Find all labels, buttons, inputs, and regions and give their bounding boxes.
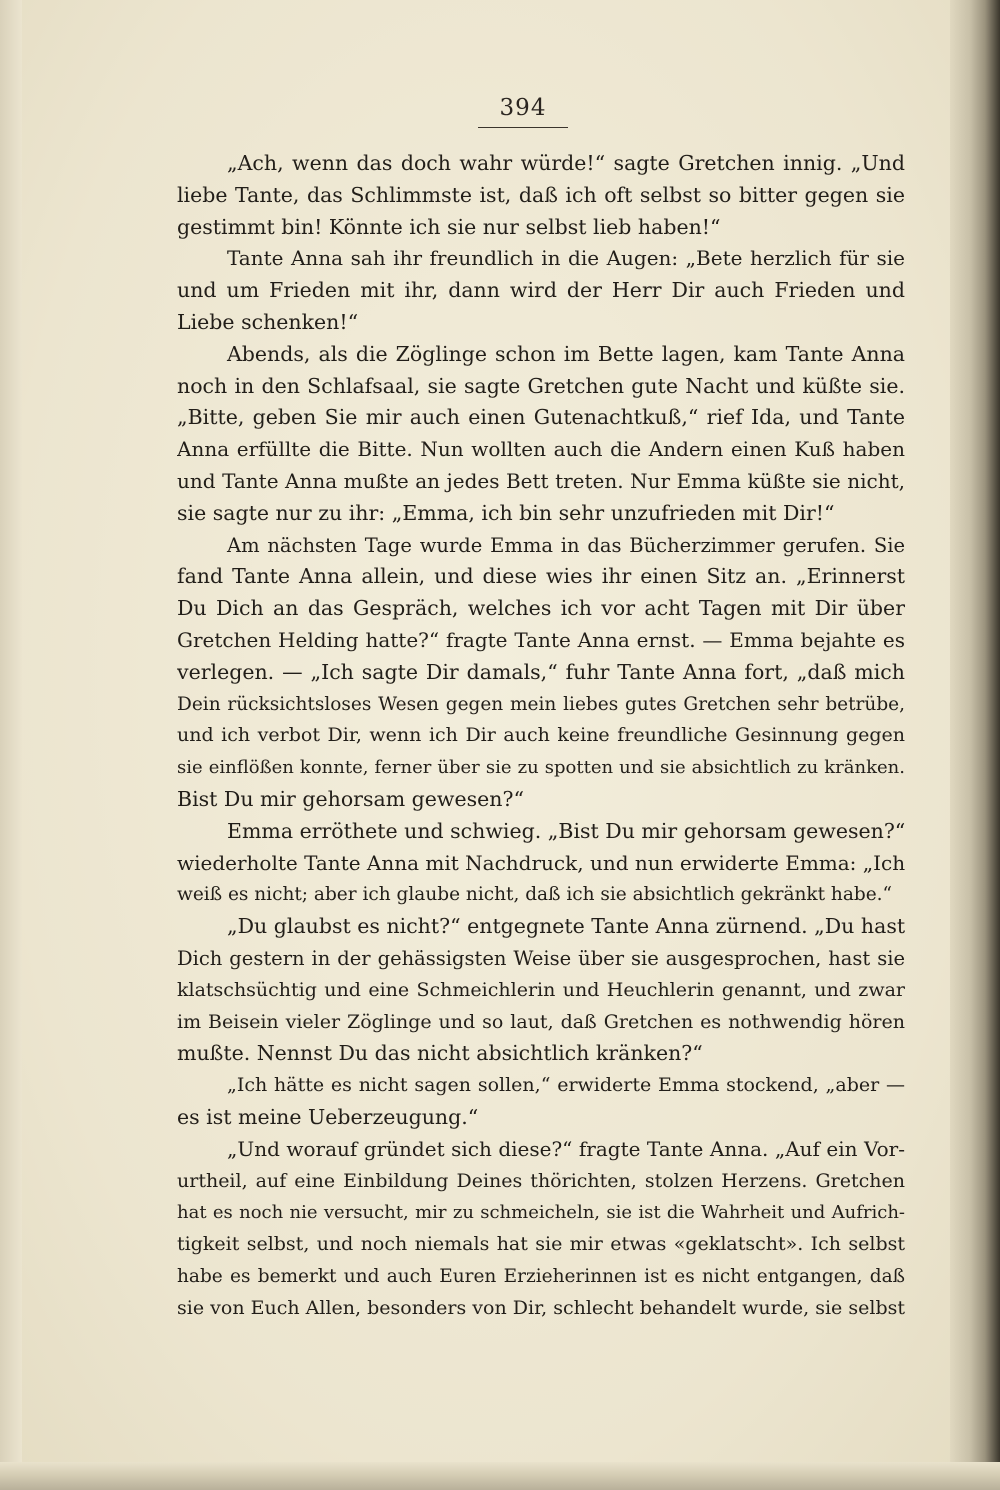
text-line: im Beisein vieler Zöglinge und so laut, daß Gretchen es nothwendig hören [177,1010,905,1033]
text-line: Am nächsten Tage wurde Emma in das Bücherzimmer gerufen. Sie [227,533,905,557]
text-line: Liebe schenken!“ [177,309,359,334]
page-left-edge [0,0,22,1490]
text-line: weiß es nicht; aber ich glaube nicht, daß ich sie absichtlich gekränkt habe.“ [177,884,893,906]
text-line: mußte. Nennst Du das nicht absichtlich kränken?“ [177,1041,703,1066]
binding-shadow [950,0,1000,1490]
text-line: und Tante Anna mußte an jedes Bett treten. Nur Emma küßte sie nicht, [177,468,905,493]
text-line: sie von Euch Allen, besonders von Dir, schlecht behandelt wurde, sie selbst [177,1296,905,1319]
page-number: 394 [499,95,547,121]
text-line: sie sagte nur zu ihr: „Emma, ich bin sehr unzufrieden mit Dir!“ [177,500,835,525]
text-line: „Ich hätte es nicht sagen sollen,“ erwiderte Emma stockend, „aber — [227,1074,905,1097]
text-line: es ist meine Ueberzeugung.“ [177,1104,479,1129]
text-line: Bist Du mir gehorsam gewesen?“ [177,786,524,811]
text-line: Du Dich an das Gespräch, welches ich vor acht Tagen mit Dir über [177,596,905,621]
text-line: und ich verbot Dir, wenn ich Dir auch keine freundliche Gesinnung gegen [177,724,905,747]
text-line: klatschsüchtig und eine Schmeichlerin und Heuchlerin genannt, und zwar [177,978,905,1001]
text-line: „Bitte, geben Sie mir auch einen Gutenachtkuß,“ rief Ida, und Tante [177,405,905,430]
text-line: Dich gestern in der gehässigsten Weise über sie ausgesprochen, hast sie [177,946,905,970]
text-line: Tante Anna sah ihr freundlich in die Augen: „Bete herzlich für sie [227,246,905,271]
text-line: hat es noch nie versucht, mir zu schmeicheln, sie ist die Wahrheit und Aufrich- [177,1202,905,1224]
page-bottom-edge [0,1462,1000,1490]
text-line: Abends, als die Zöglinge schon im Bette lagen, kam Tante Anna [227,341,905,366]
text-line: urtheil, auf eine Einbildung Deines thörichten, stolzen Herzens. Gretchen [177,1169,905,1192]
text-line: habe es bemerkt und auch Euren Erzieherinnen ist es nicht entgangen, daß [177,1265,905,1287]
text-line: „Ach, wenn das doch wahr würde!“ sagte Gretchen innig. „Und [227,151,905,175]
text-line: wiederholte Tante Anna mit Nachdruck, und nun erwiderte Emma: „Ich [177,850,905,875]
text-line: liebe Tante, das Schlimmste ist, daß ich oft selbst so bitter gegen sie [177,182,905,207]
text-line: gestimmt bin! Könnte ich sie nur selbst lieb haben!“ [177,214,721,239]
page-number-rule [478,127,568,128]
text-line: fand Tante Anna allein, und diese wies ihr einen Sitz an. „Erinnerst [177,564,905,589]
text-line: Anna erfüllte die Bitte. Nun wollten auch die Andern einen Kuß haben [177,437,905,462]
text-line: sie einflößen konnte, ferner über sie zu spotten und sie absichtlich zu kränken. [177,757,905,779]
text-line: „Du glaubst es nicht?“ entgegnete Tante Anna zürnend. „Du hast [227,914,905,939]
text-line: tigkeit selbst, und noch niemals hat sie mir etwas «geklatscht». Ich selbst [177,1233,905,1256]
text-line: Gretchen Helding hatte?“ fragte Tante Anna ernst. — Emma bejahte es [177,627,905,652]
body-text [177,148,905,1324]
text-line: Dein rücksichtsloses Wesen gegen mein liebes gutes Gretchen sehr betrübe, [177,693,905,715]
text-line: „Und worauf gründet sich diese?“ fragte Tante Anna. „Auf ein Vor- [227,1136,905,1161]
text-line: noch in den Schlafsaal, sie sagte Gretchen gute Nacht und küßte sie. [177,373,905,398]
text-line: Emma erröthete und schwieg. „Bist Du mir gehorsam gewesen?“ [227,818,905,843]
text-line: und um Frieden mit ihr, dann wird der Herr Dir auch Frieden und [177,278,905,303]
text-line: verlegen. — „Ich sagte Dir damals,“ fuhr Tante Anna fort, „daß mich [177,659,905,684]
